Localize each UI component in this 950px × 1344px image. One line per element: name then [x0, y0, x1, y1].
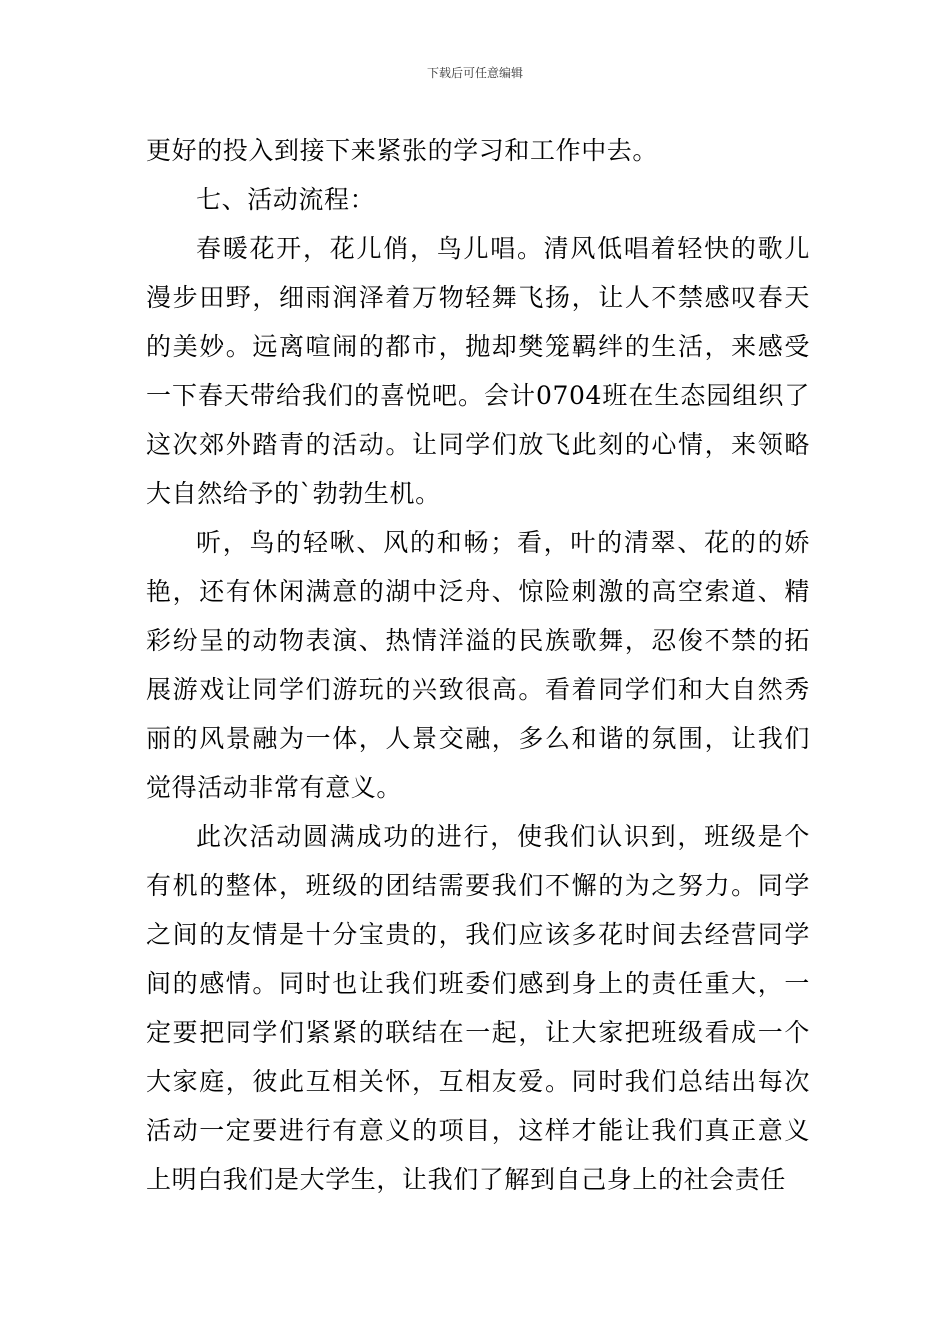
page-header: 下载后可任意编辑: [426, 66, 523, 80]
paragraph-activities: 听，鸟的轻啾、风的和畅；看，叶的清翠、花的的娇艳，还有休闲满意的湖中泛舟、惊险刺激的高空索道、精彩纷呈的动物表演、热情洋溢的民族歌舞，忍俊不禁的拓展游戏让同学们游玩的兴致很高。看着同学们和大自然秀丽的风景融为一体，人景交融，多么和谐的氛围，让我们觉得活动非常有意义。: [146, 528, 810, 802]
paragraph-spring-outing: 春暖花开，花儿俏，鸟儿唱。清风低唱着轻快的歌儿漫步田野，细雨润泽着万物轻舞飞扬，让人不禁感叹春天的美妙。远离喧闹的都市，抛却樊笼羁绊的生活，来感受一下春天带给我们的喜悦吧。会计0704班在生态园组织了这次郊外踏青的活动。让同学们放飞此刻的心情，来领略大自然给予的`勃勃生机。: [146, 234, 810, 508]
section-heading-activity-process: 七、活动流程：: [196, 185, 376, 214]
paragraph-summary: 此次活动圆满成功的进行，使我们认识到，班级是个有机的整体，班级的团结需要我们不懈的为之努力。同学之间的友情是十分宝贵的，我们应该多花时间去经营同学间的感情。同时也让我们班委们感到身上的责任重大，一定要把同学们紧紧的联结在一起，让大家把班级看成一个大家庭，彼此互相关怀，互相友爱。同时我们总结出每次活动一定要进行有意义的项目，这样才能让我们真正意义上明白我们是大学生，让我们了解到自己身上的社会责任: [146, 822, 810, 1194]
document-body: [146, 126, 810, 1204]
paragraph-continuation: 更好的投入到接下来紧张的学习和工作中去。: [146, 136, 659, 165]
